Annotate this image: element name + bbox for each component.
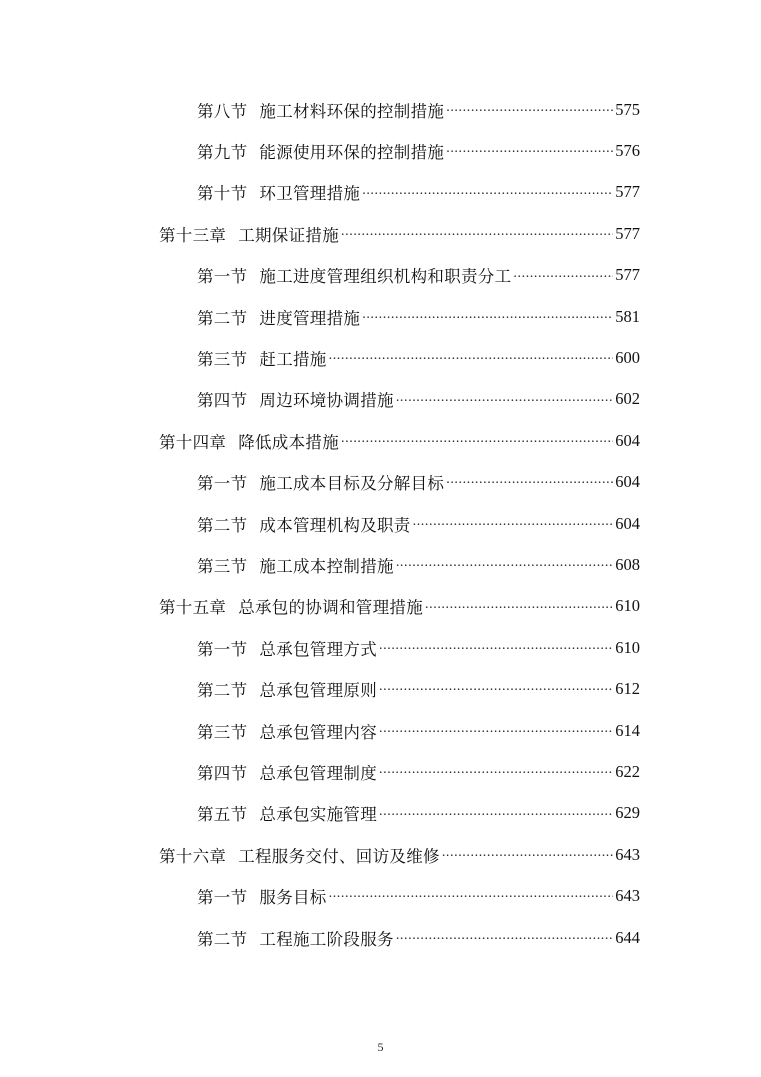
toc-entry-label: 第一节 [197, 474, 248, 494]
toc-entry-label: 第二节 [197, 308, 248, 328]
dot-leader [341, 226, 613, 243]
dot-leader [396, 391, 613, 408]
toc-entry[interactable] [0, 668, 761, 709]
dot-leader [362, 308, 613, 325]
toc-entry-page: 600 [615, 348, 640, 368]
toc-entry-title: 环卫管理措施 [259, 184, 361, 204]
dot-leader [379, 640, 613, 657]
toc-entry-label: 第十四章 [159, 432, 227, 452]
toc-entry-label: 第十三章 [159, 225, 227, 245]
toc-entry-page: 610 [615, 637, 640, 657]
toc-chapter-entry[interactable] [0, 586, 761, 627]
toc-entry-label: 第五节 [197, 805, 248, 825]
toc-entry[interactable] [0, 793, 761, 834]
toc-entry-page: 575 [615, 99, 640, 119]
dot-leader [396, 557, 613, 574]
toc-entry-title: 总承包管理方式 [259, 639, 378, 659]
dot-leader [446, 474, 613, 491]
dot-leader [446, 143, 613, 160]
toc-entry-page: 610 [615, 596, 640, 616]
toc-entry[interactable] [0, 337, 761, 378]
toc-entry-title: 施工成本控制措施 [259, 556, 394, 576]
toc-entry-page: 614 [615, 720, 640, 740]
toc-entry-title: 周边环境协调措施 [259, 391, 394, 411]
toc-entry-title: 总承包的协调和管理措施 [238, 598, 424, 618]
toc-entry[interactable] [0, 462, 761, 503]
toc-entry-page: 604 [615, 513, 640, 533]
toc-entry-label: 第三节 [197, 350, 248, 370]
toc-entry-label: 第三节 [197, 556, 248, 576]
toc-entry-title: 工程服务交付、回访及维修 [238, 846, 440, 866]
toc-entry-label: 第四节 [197, 763, 248, 783]
toc-entry-page: 577 [615, 265, 640, 285]
toc-entry[interactable] [0, 172, 761, 213]
page-number: 5 [377, 1040, 384, 1054]
toc-chapter-entry[interactable] [0, 420, 761, 461]
dot-leader [446, 101, 613, 118]
toc-entry-page: 643 [615, 844, 640, 864]
toc-entry-title: 总承包管理制度 [259, 763, 378, 783]
toc-chapter-entry[interactable] [0, 213, 761, 254]
toc-entry-label: 第一节 [197, 639, 248, 659]
toc-entry-label: 第十六章 [159, 846, 227, 866]
toc-entry-title: 赶工措施 [259, 350, 327, 370]
toc-entry-title: 施工材料环保的控制措施 [259, 101, 445, 121]
toc-entry-title: 成本管理机构及职责 [259, 515, 411, 535]
toc-entry-label: 第二节 [197, 929, 248, 949]
toc-entry-page: 622 [615, 761, 640, 781]
toc-entry-label: 第十五章 [159, 598, 227, 618]
toc-entry-page: 608 [615, 554, 640, 574]
toc-entry[interactable] [0, 255, 761, 296]
toc-entry[interactable] [0, 627, 761, 668]
toc-entry-label: 第一节 [197, 267, 248, 287]
toc-entry-label: 第八节 [197, 101, 248, 121]
toc-entry-label: 第四节 [197, 391, 248, 411]
toc-entry[interactable] [0, 875, 761, 916]
dot-leader [513, 267, 613, 284]
toc-entry-page: 612 [615, 679, 640, 699]
dot-leader [379, 805, 613, 822]
dot-leader [413, 515, 614, 532]
toc-entry-page: 644 [615, 927, 640, 947]
toc-entry[interactable] [0, 503, 761, 544]
toc-entry-page: 643 [615, 886, 640, 906]
dot-leader [341, 433, 613, 450]
toc-entry[interactable] [0, 379, 761, 420]
toc-entry-title: 能源使用环保的控制措施 [259, 143, 445, 163]
toc-entry-title: 施工进度管理组织机构和职责分工 [259, 267, 512, 287]
toc-entry-page: 604 [615, 472, 640, 492]
dot-leader [396, 929, 613, 946]
toc-entry-page: 576 [615, 141, 640, 161]
toc-entry[interactable] [0, 710, 761, 751]
toc-entry-label: 第九节 [197, 143, 248, 163]
toc-entry-page: 577 [615, 182, 640, 202]
toc-entry-label: 第一节 [197, 888, 248, 908]
toc-entry-title: 总承包管理内容 [259, 722, 378, 742]
toc-entry-title: 进度管理措施 [259, 308, 361, 328]
toc-entry[interactable] [0, 544, 761, 585]
toc-entry-label: 第二节 [197, 681, 248, 701]
toc-entry[interactable] [0, 130, 761, 171]
table-of-contents [0, 89, 761, 958]
toc-entry-page: 577 [615, 223, 640, 243]
toc-entry-title: 总承包管理原则 [259, 681, 378, 701]
toc-entry[interactable] [0, 917, 761, 958]
toc-entry-title: 服务目标 [259, 888, 327, 908]
toc-entry-label: 第十节 [197, 184, 248, 204]
dot-leader [442, 846, 613, 863]
toc-entry-label: 第二节 [197, 515, 248, 535]
toc-entry-page: 604 [615, 430, 640, 450]
toc-entry-title: 工程施工阶段服务 [259, 929, 394, 949]
toc-entry[interactable] [0, 89, 761, 130]
toc-entry-label: 第三节 [197, 722, 248, 742]
toc-entry-title: 降低成本措施 [238, 432, 340, 452]
toc-entry-page: 581 [615, 306, 640, 326]
dot-leader [329, 888, 614, 905]
toc-entry-page: 602 [615, 389, 640, 409]
toc-entry[interactable] [0, 751, 761, 792]
toc-entry-title: 总承包实施管理 [259, 805, 378, 825]
dot-leader [425, 598, 613, 615]
toc-entry-page: 629 [615, 803, 640, 823]
dot-leader [379, 681, 613, 698]
toc-entry-title: 工期保证措施 [238, 225, 340, 245]
dot-leader [329, 350, 614, 367]
toc-entry-title: 施工成本目标及分解目标 [259, 474, 445, 494]
toc-entry[interactable] [0, 296, 761, 337]
toc-chapter-entry[interactable] [0, 834, 761, 875]
dot-leader [379, 722, 613, 739]
dot-leader [362, 184, 613, 201]
dot-leader [379, 764, 613, 781]
